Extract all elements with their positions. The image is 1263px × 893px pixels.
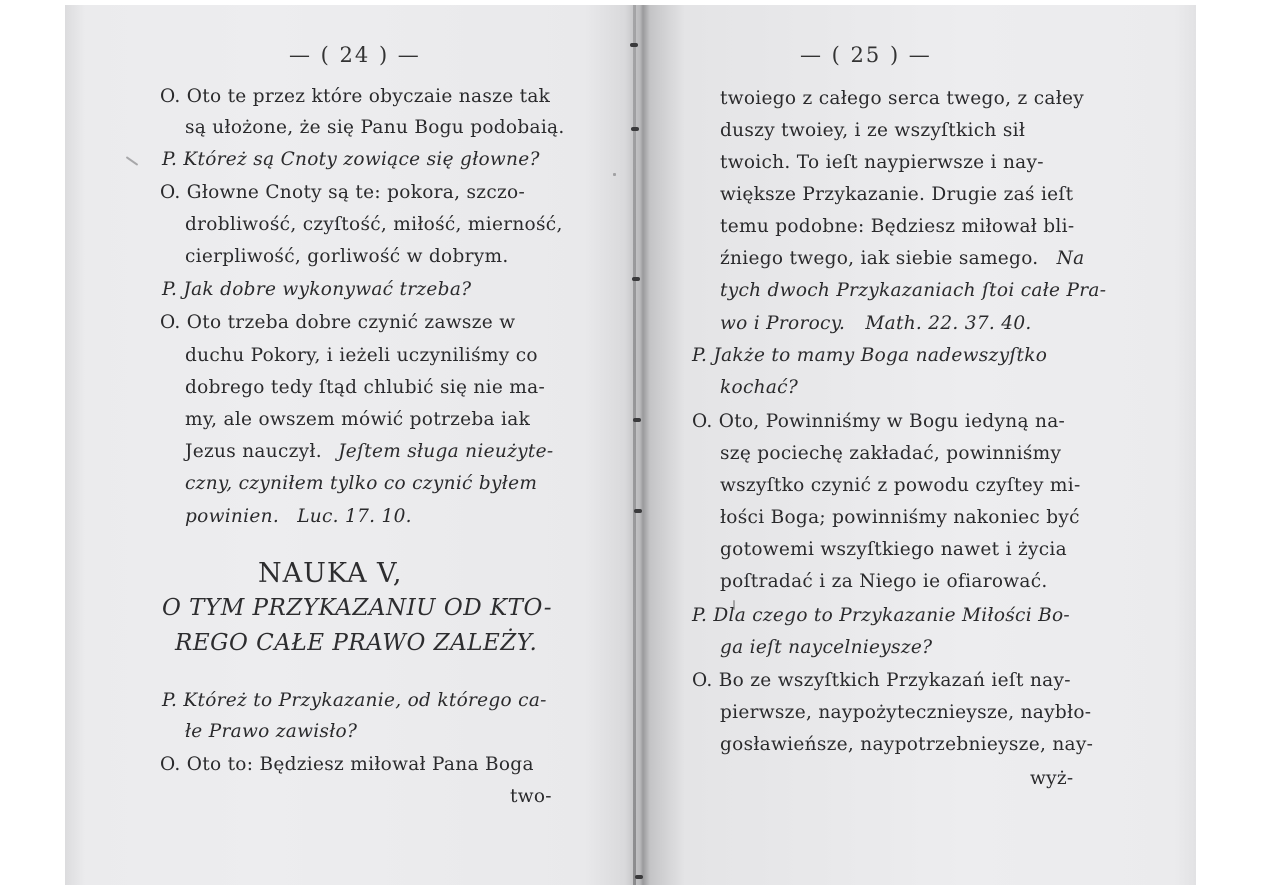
right-page (640, 5, 1196, 885)
question-line: łe Prawo zawisło? (185, 721, 358, 742)
text-line: O. Oto to: Będziesz miłował Pana Boga (160, 754, 534, 775)
question-line: kochać? (720, 377, 799, 398)
question-line: P. Któreż są Cnoty zowiące się głowne? (162, 149, 540, 170)
text-line: O. Bo ze wszyſtkich Przykazań ieſt nay- (692, 670, 1071, 691)
citation: Luc. 17. 10. (297, 506, 412, 527)
binding-stitch (632, 277, 640, 281)
text-line: gotowemi wszyſtkiego nawet i życia (720, 539, 1067, 560)
text-line: poſtradać i za Niego ie ofiarować. (720, 571, 1048, 592)
question-line: P. Dla czego to Przykazanie Miłości Bo- (692, 605, 1070, 626)
text-line: twoich. To ieſt naypierwsze i nay- (720, 152, 1044, 173)
text-roman: źniego twego, iak siebie samego. (720, 248, 1039, 269)
text-line: cierpliwość, gorliwość w dobrym. (185, 246, 509, 267)
text-line: są ułożone, że się Panu Bogu podobaią. (185, 117, 565, 138)
text-line: temu podobne: Będziesz miłował bli- (720, 216, 1075, 237)
text-line: O. Głowne Cnoty są te: pokora, szczo- (160, 182, 526, 203)
citation: Math. 22. 37. 40. (865, 313, 1032, 334)
catchword: two- (510, 786, 552, 807)
text-line: większe Przykazanie. Drugie zaś ieſt (720, 184, 1074, 205)
chapter-subtitle: O TYM PRZYKAZANIU OD KTO- (162, 595, 552, 621)
text-line: O. Oto te przez które obyczaie nasze tak (160, 86, 551, 107)
text-line: dobrego tedy ſtąd chlubić się nie ma- (185, 377, 545, 398)
book-scan (65, 5, 1196, 885)
text-line: twoiego z całego serca twego, z całey (720, 88, 1084, 109)
text-line (185, 440, 553, 464)
text-line (720, 312, 1032, 336)
question-line: ga ieſt naycelnieysze? (720, 637, 933, 658)
text-roman: Jezus nauczył. (185, 441, 322, 462)
page-number: — ( 24 ) — (289, 43, 421, 67)
text-italic: wo i Prorocy. (720, 313, 846, 334)
text-line: duchu Pokory, i ieżeli uczyniliśmy co (185, 345, 538, 366)
text-line: O. Oto, Powinniśmy w Bogu iedyną na- (692, 411, 1066, 432)
text-italic: Na (1056, 248, 1085, 269)
text-line: gosławieńsze, naypotrzebnieysze, nay- (720, 734, 1094, 755)
text-line: czny, czyniłem tylko co czynić byłem (185, 473, 538, 494)
left-page (65, 5, 633, 885)
catchword: wyż- (1030, 768, 1074, 789)
text-line: szę pociechę zakładać, powinniśmy (720, 443, 1062, 464)
text-line: wszyſtko czynić z powodu czyſtey mi- (720, 475, 1081, 496)
question-line: P. Któreż to Przykazanie, od którego ca- (162, 690, 547, 711)
gutter-fold (633, 5, 636, 885)
text-line: pierwsze, naypożytecznieysze, naybło- (720, 702, 1092, 723)
question-line: P. Jakże to mamy Boga nadewszyſtko (692, 345, 1048, 366)
text-italic: Jeſtem sługa nieużyte- (338, 441, 554, 462)
text-line: drobliwość, czyſtość, miłość, mierność, (185, 214, 563, 235)
text-line: my, ale owszem mówić potrzeba iak (185, 409, 531, 430)
chapter-subtitle: REGO CAŁE PRAWO ZALEŻY. (175, 630, 538, 656)
text-line (185, 505, 412, 529)
text-line: O. Oto trzeba dobre czynić zawsze w (160, 312, 516, 333)
page-number: — ( 25 ) — (800, 43, 932, 67)
text-line (720, 247, 1085, 271)
text-line: duszy twoiey, i ze wszyſtkich sił (720, 120, 1026, 141)
text-line: łości Boga; powinniśmy nakoniec być (720, 507, 1080, 528)
chapter-title: NAUKA V, (258, 558, 403, 589)
question-line: P. Jak dobre wykonywać trzeba? (162, 279, 472, 300)
text-italic: powinien. (185, 506, 280, 527)
text-line: tych dwoch Przykazaniach ſtoi całe Pra- (720, 280, 1107, 301)
